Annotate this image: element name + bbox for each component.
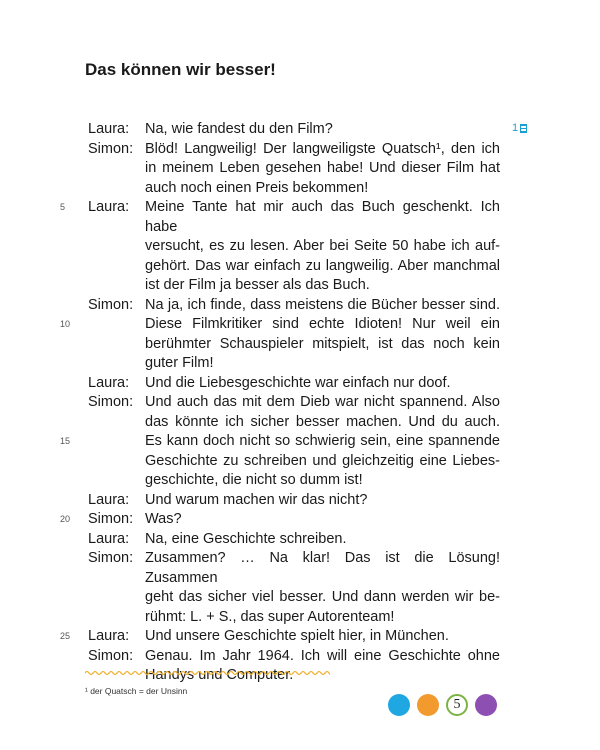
speaker-name: Laura: (88, 121, 130, 137)
dialogue-row (0, 627, 600, 647)
speech-line: Na ja, ich finde, dass meistens die Bücher besser sind. (145, 296, 500, 313)
speech-line: Na, eine Geschichte schreiben. (145, 530, 347, 547)
speech-line: geschichte, die nicht so dumm ist! (145, 472, 363, 488)
speaker-name: Simon: (88, 296, 134, 313)
dialogue-row (0, 647, 600, 686)
speech-text (145, 549, 500, 627)
dialogue-row (0, 393, 600, 491)
track-number: 1 (512, 122, 519, 134)
speech-line: Genau. Im Jahr 1964. Ich will eine Geschichte ohne (145, 647, 500, 664)
speech-line: versucht, es zu lesen. Aber bei Seite 50 habe ich auf- (145, 238, 500, 254)
dialogue-row (0, 198, 600, 296)
dialogue-row (0, 140, 600, 199)
dialogue-row (0, 530, 600, 550)
dialogue-row (0, 296, 600, 374)
line-number: 5 (60, 202, 66, 212)
line-number: 20 (60, 514, 71, 524)
line-number: 15 (60, 436, 71, 446)
speaker-name: Simon: (88, 550, 134, 566)
speech-line: Und unsere Geschichte spielt hier, in München. (145, 628, 449, 644)
speech-line: Zusammen? … Na klar! Das ist die Lösung! Zusammen (145, 550, 500, 586)
speech-line: Meine Tante hat mir auch das Buch geschenkt. Ich habe (145, 199, 500, 235)
speech-text (145, 530, 500, 550)
wavy-divider (85, 668, 330, 678)
speech-line: Na, wie fandest du den Film? (145, 121, 333, 137)
speech-line: gehört. Das war einfach zu langweilig. Aber manchmal (145, 257, 500, 274)
speaker-name: Simon: (88, 647, 134, 664)
dialogue-row (0, 491, 600, 511)
dialogue-row (0, 120, 600, 140)
speech-text (145, 627, 500, 647)
footnote: ¹ der Quatsch = der Unsinn (85, 686, 188, 696)
page-title: Das können wir besser! (85, 60, 276, 79)
speaker-name: Simon: (88, 511, 134, 527)
orange-dot (417, 694, 439, 716)
speaker-name: Laura: (88, 374, 130, 391)
page-indicator (388, 694, 497, 716)
speech-line: geht das sicher viel besser. Und dann werden wir be- (145, 589, 500, 605)
speech-line: guter Film! (145, 355, 214, 371)
speech-text (145, 491, 500, 511)
speech-text (145, 374, 500, 394)
speech-line: in meinem Leben gesehen habe! Und dieser Film hat (145, 160, 500, 176)
speaker-name: Laura: (88, 199, 130, 215)
speech-line: rühmt: L. + S., das super Autorenteam! (145, 608, 395, 625)
speech-line: Und die Liebesgeschichte war einfach nur doof. (145, 374, 451, 391)
line-number: 25 (60, 631, 71, 641)
speech-line: Handys und Computer. (145, 667, 294, 683)
speech-line: berühmter Schauspieler mitspielt, ist das noch kein (145, 335, 500, 352)
blue-dot (388, 694, 410, 716)
speech-text (145, 120, 500, 140)
speech-line: auch noch einen Preis bekommen! (145, 179, 369, 196)
speech-line: Und auch das mit dem Dieb war nicht spannend. Also (145, 394, 500, 410)
speech-line: Blöd! Langweilig! Der langweiligste Quatsch¹, den ich (145, 140, 500, 157)
speech-text (145, 296, 500, 374)
speech-line: Geschichte zu schreiben und gleichzeitig eine Liebes- (145, 452, 500, 469)
speaker-name: Laura: (88, 491, 130, 508)
speech-line: ist der Film ja besser als das Buch. (145, 277, 370, 293)
speech-line: Diese Filmkritiker sind echte Idioten! Nur weil ein (145, 316, 500, 332)
dialogue-row (0, 510, 600, 530)
speech-text (145, 510, 500, 530)
page-number: 5 (446, 694, 468, 716)
line-number: 10 (60, 319, 71, 329)
purple-dot (475, 694, 497, 716)
speaker-name: Simon: (88, 394, 134, 410)
speaker-name: Laura: (88, 628, 130, 644)
speech-line: Und warum machen wir das nicht? (145, 491, 368, 508)
speaker-name: Simon: (88, 140, 134, 157)
speech-line: das könnte ich sicher besser machen. Und du auch. (145, 413, 500, 430)
speech-text (145, 393, 500, 491)
speech-text (145, 647, 500, 686)
dialogue (0, 120, 600, 686)
speech-line: Was? (145, 511, 182, 527)
speaker-name: Laura: (88, 530, 130, 547)
dialogue-row (0, 549, 600, 627)
speech-line: Es kann doch nicht so schwierig sein, eine spannende (145, 433, 500, 449)
speech-text (145, 198, 500, 296)
dialogue-row (0, 374, 600, 394)
speech-text (145, 140, 500, 199)
